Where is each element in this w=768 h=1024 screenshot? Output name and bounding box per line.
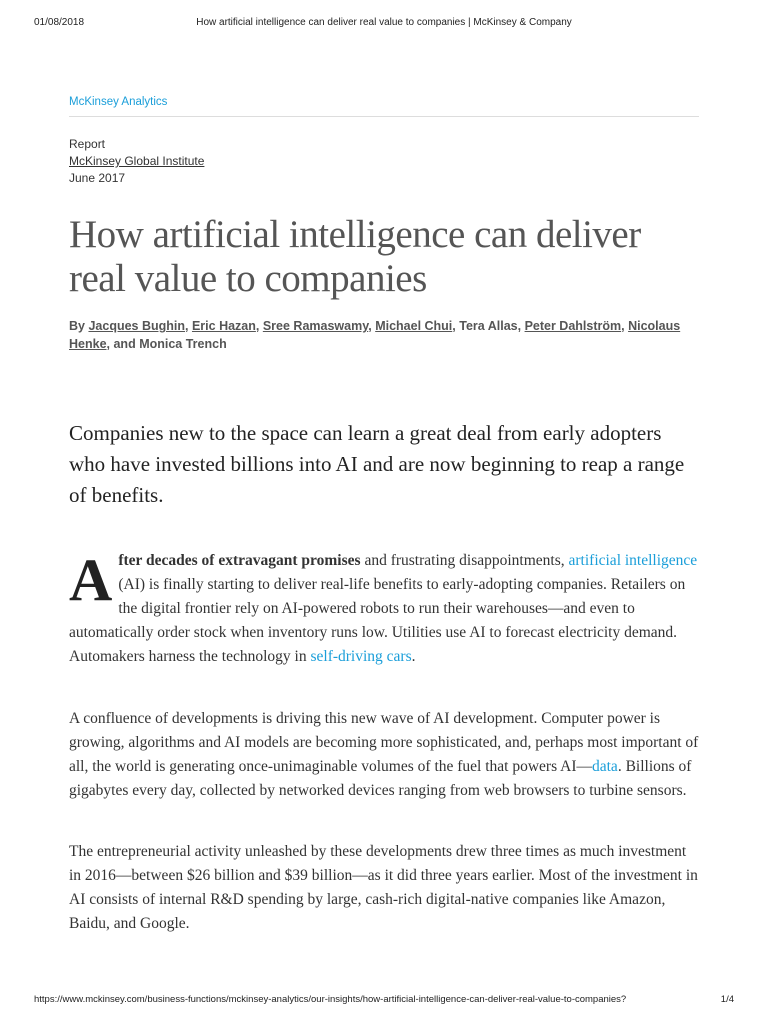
page-counter: 1/4 (720, 994, 734, 1005)
author-link[interactable]: Eric Hazan (191, 319, 256, 333)
author-link[interactable]: Sree Ramaswamy (262, 319, 369, 333)
page-title: How artificial intelligence can deliver real value to companies (69, 213, 641, 300)
article-dek: Companies new to the space can learn a great deal from early adopters who have invested billions into AI and are now beginning to reap a range of benefits. (69, 421, 685, 507)
body-paragraph: A confluence of developments is driving this new wave of AI development. Computer power is growing, algorithms and AI models are becoming more sophisticated, and, perhaps most important of all, the world is generating once-unimaginable volumes of the fuel that powers AI—data. Billions of gigabytes every day, collected by networked devices ranging from web browsers to turbine sensors. (69, 710, 699, 799)
drop-cap: A (69, 547, 113, 613)
publisher-link[interactable]: McKinsey Global Institute (69, 154, 205, 168)
ai-link[interactable]: artificial intelligence (568, 552, 698, 569)
print-page-title: How artificial intelligence can deliver real value to companies | McKinsey & Company (196, 17, 572, 28)
print-url: https://www.mckinsey.com/business-functions/mckinsey-analytics/our-insights/how-artificial-intelligence-can-deliver-real-value-to-companies? (34, 994, 627, 1005)
kicker-link[interactable]: McKinsey Analytics (69, 96, 168, 108)
self-driving-cars-link[interactable]: self-driving cars (310, 648, 412, 665)
byline: By Jacques Bughin, Eric Hazan, Sree Ramaswamy, Michael Chui, Tera Allas, Peter Dahlström, Nicolaus Henke, and Monica Trench (69, 319, 681, 351)
author-name: Monica Trench (139, 337, 227, 351)
body-paragraph: After decades of extravagant promises and frustrating disappointments, artificial intelligence (AI) is finally starting to deliver real-life benefits to early-adopting companies. Retailers on the digital frontier rely on AI-powered robots to run their warehouses—and even to automatically order stock when inventory runs low. Utilities use AI to forecast electricity demand. Automakers harness the technology in self-driving cars. (69, 547, 698, 665)
print-date: 01/08/2018 (34, 17, 85, 28)
body-paragraph: The entrepreneurial activity unleashed by these developments drew three times as much investment in 2016—between $26 billion and $39 billion—as it did three years earlier. Most of the investment in AI consists of internal R&D spending by large, cash-rich digital-native companies like Amazon, Baidu, and Google. (69, 843, 698, 932)
author-link[interactable]: Peter Dahlström (524, 319, 622, 333)
byline-prefix: By (69, 319, 85, 333)
article-date: June 2017 (69, 171, 126, 185)
divider (69, 116, 699, 117)
author-link[interactable]: Nicolaus Henke (69, 319, 681, 351)
print-footer (34, 994, 734, 1008)
article-meta (69, 136, 204, 187)
lead-in: fter decades of extravagant promises (118, 552, 361, 569)
print-header (34, 17, 734, 31)
data-link[interactable]: data (591, 758, 618, 775)
author-link[interactable]: Jacques Bughin (88, 319, 186, 333)
author-name: Tera Allas (459, 319, 518, 333)
author-link[interactable]: Michael Chui (375, 319, 453, 333)
article-type: Report (69, 137, 106, 151)
